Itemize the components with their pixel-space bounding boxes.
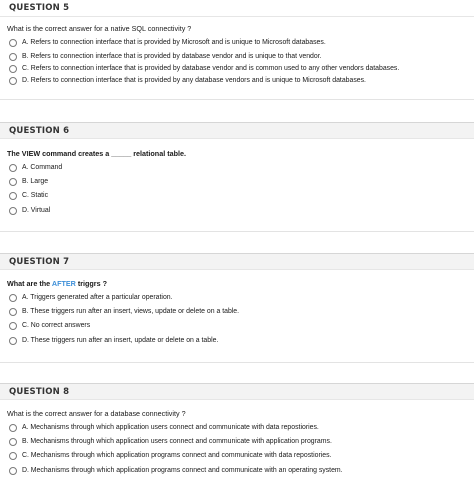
question-6-option-a[interactable] [9,162,62,173]
question-8-text: What is the correct answer for a database connectivity ? [7,409,186,418]
question-5-option-d[interactable] [9,75,366,86]
option-label: C. Mechanisms through which application programs connect and communicate with data repostiories. [22,452,332,459]
question-8-option-d[interactable] [9,465,343,476]
radio-button[interactable] [9,424,17,432]
radio-button[interactable] [9,452,17,460]
question-6-option-c[interactable] [9,190,48,201]
question-7-text-after: triggrs ? [75,279,107,288]
question-6-option-d[interactable] [9,205,50,216]
question-8-option-a[interactable] [9,422,319,433]
question-8-option-c[interactable] [9,450,331,461]
section-divider [0,99,474,100]
radio-button[interactable] [9,467,17,475]
question-8-title: QUESTION 8 [9,387,70,397]
radio-button[interactable] [9,294,17,302]
radio-button[interactable] [9,322,17,330]
option-label: A. Command [22,164,63,171]
radio-button[interactable] [9,164,17,172]
question-5-text: What is the correct answer for a native SQL connectivity ? [7,24,192,33]
question-7-text [7,279,107,288]
question-5-option-a[interactable] [9,37,326,48]
option-label: D. Refers to connection interface that is provided by any database vendors and is unique to Microsoft databases. [22,77,366,84]
radio-button[interactable] [9,178,17,186]
radio-button[interactable] [9,39,17,47]
question-8-option-b[interactable] [9,436,332,447]
radio-button[interactable] [9,192,17,200]
question-6-text: The VIEW command creates a _____ relational table. [7,149,186,158]
question-7-text-highlight: AFTER [51,279,76,288]
radio-button[interactable] [9,438,17,446]
option-label: A. Refers to connection interface that is provided by Microsoft and is unique to Microsoft databases. [22,39,326,46]
option-label: D. These triggers run after an insert, update or delete on a table. [22,337,219,344]
question-6-header [0,122,474,139]
question-5-title: QUESTION 5 [9,3,70,13]
option-label: C. No correct answers [22,322,91,329]
radio-button[interactable] [9,53,17,61]
question-7-option-b[interactable] [9,306,239,317]
option-label: B. Refers to connection interface that is provided by database vendor and is unique to that vendor. [22,53,322,60]
option-label: A. Triggers generated after a particular operation. [22,294,173,301]
radio-button[interactable] [9,65,17,73]
question-6-option-b[interactable] [9,176,48,187]
option-label: B. Mechanisms through which application users connect and communicate with application programs. [22,438,332,445]
option-label: B. These triggers run after an insert, views, update or delete on a table. [22,308,240,315]
question-6-title: QUESTION 6 [9,126,70,136]
option-label: A. Mechanisms through which application users connect and communicate with data repostiories. [22,424,319,431]
question-7-option-a[interactable] [9,292,173,303]
question-7-header [0,253,474,270]
radio-button[interactable] [9,308,17,316]
question-7-text-before: What are the [7,279,52,288]
option-label: D. Virtual [22,207,51,214]
radio-button[interactable] [9,337,17,345]
question-5-option-c[interactable] [9,63,399,74]
option-label: C. Static [22,192,49,199]
radio-button[interactable] [9,207,17,215]
section-divider [0,362,474,363]
question-5-header [0,0,474,17]
question-7-option-d[interactable] [9,335,218,346]
question-8-header [0,383,474,400]
question-5-option-b[interactable] [9,51,322,62]
option-label: D. Mechanisms through which application programs connect and communicate with an operating system. [22,467,343,474]
option-label: C. Refers to connection interface that is provided by database vendor and is common used to any other vendors databases. [22,65,400,72]
option-label: B. Large [22,178,49,185]
radio-button[interactable] [9,77,17,85]
section-divider [0,231,474,232]
question-7-title: QUESTION 7 [9,257,70,267]
question-7-option-c[interactable] [9,320,90,331]
